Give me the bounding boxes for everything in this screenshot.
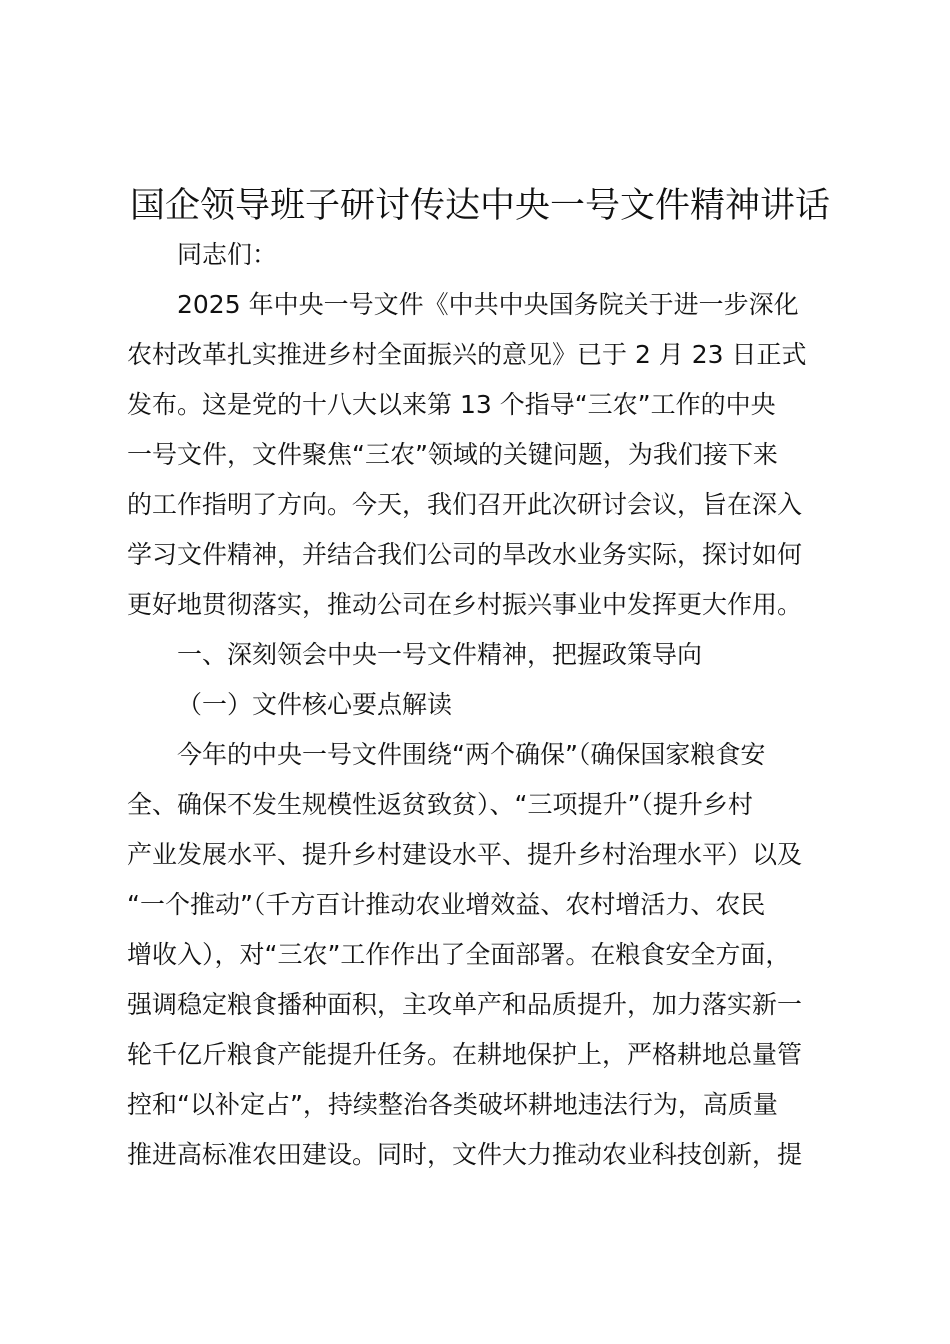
body-line: 控和“以补定占”，持续整治各类破坏耕地违法行为，高质量: [127, 1090, 778, 1119]
body-line: 强调稳定粮食播种面积，主攻单产和品质提升，加力落实新一: [127, 990, 803, 1019]
body-line: 更好地贯彻落实，推动公司在乡村振兴事业中发挥更大作用。: [127, 590, 803, 619]
body-line: 的工作指明了方向。今天，我们召开此次研讨会议，旨在深入: [127, 490, 803, 519]
body-line: 产业发展水平、提升乡村建设水平、提升乡村治理水平）以及: [127, 840, 803, 869]
salutation-line: 同志们：: [177, 240, 278, 269]
body-line: “一个推动”（千方百计推动农业增效益、农村增活力、农民: [127, 890, 766, 919]
body-line: 全、确保不发生规模性返贫致贫）、“三项提升”（提升乡村: [127, 790, 753, 819]
body-line: 今年的中央一号文件围绕“两个确保”（确保国家粮食安: [177, 740, 766, 769]
body-line: 发布。这是党的十八大以来第 13 个指导“三农”工作的中央: [127, 390, 776, 419]
section-heading: 一、深刻领会中央一号文件精神，把握政策导向: [177, 640, 703, 669]
body-line: 学习文件精神，并结合我们公司的旱改水业务实际，探讨如何: [127, 540, 803, 569]
body-line: 农村改革扎实推进乡村全面振兴的意见》已于 2 月 23 日正式: [127, 340, 807, 369]
body-line: 推进高标准农田建设。同时，文件大力推动农业科技创新，提: [127, 1140, 803, 1169]
body-line: 轮千亿斤粮食产能提升任务。在耕地保护上，严格耕地总量管: [127, 1040, 803, 1069]
document-title: 国企领导班子研讨传达中央一号文件精神讲话: [129, 186, 830, 226]
body-line: 2025 年中央一号文件《中共中央国务院关于进一步深化: [177, 290, 799, 319]
body-line: 一号文件，文件聚焦“三农”领域的关键问题，为我们接下来: [127, 440, 778, 469]
body-line: 增收入），对“三农”工作作出了全面部署。在粮食安全方面，: [127, 940, 791, 969]
subsection-heading: （一）文件核心要点解读: [177, 690, 453, 719]
